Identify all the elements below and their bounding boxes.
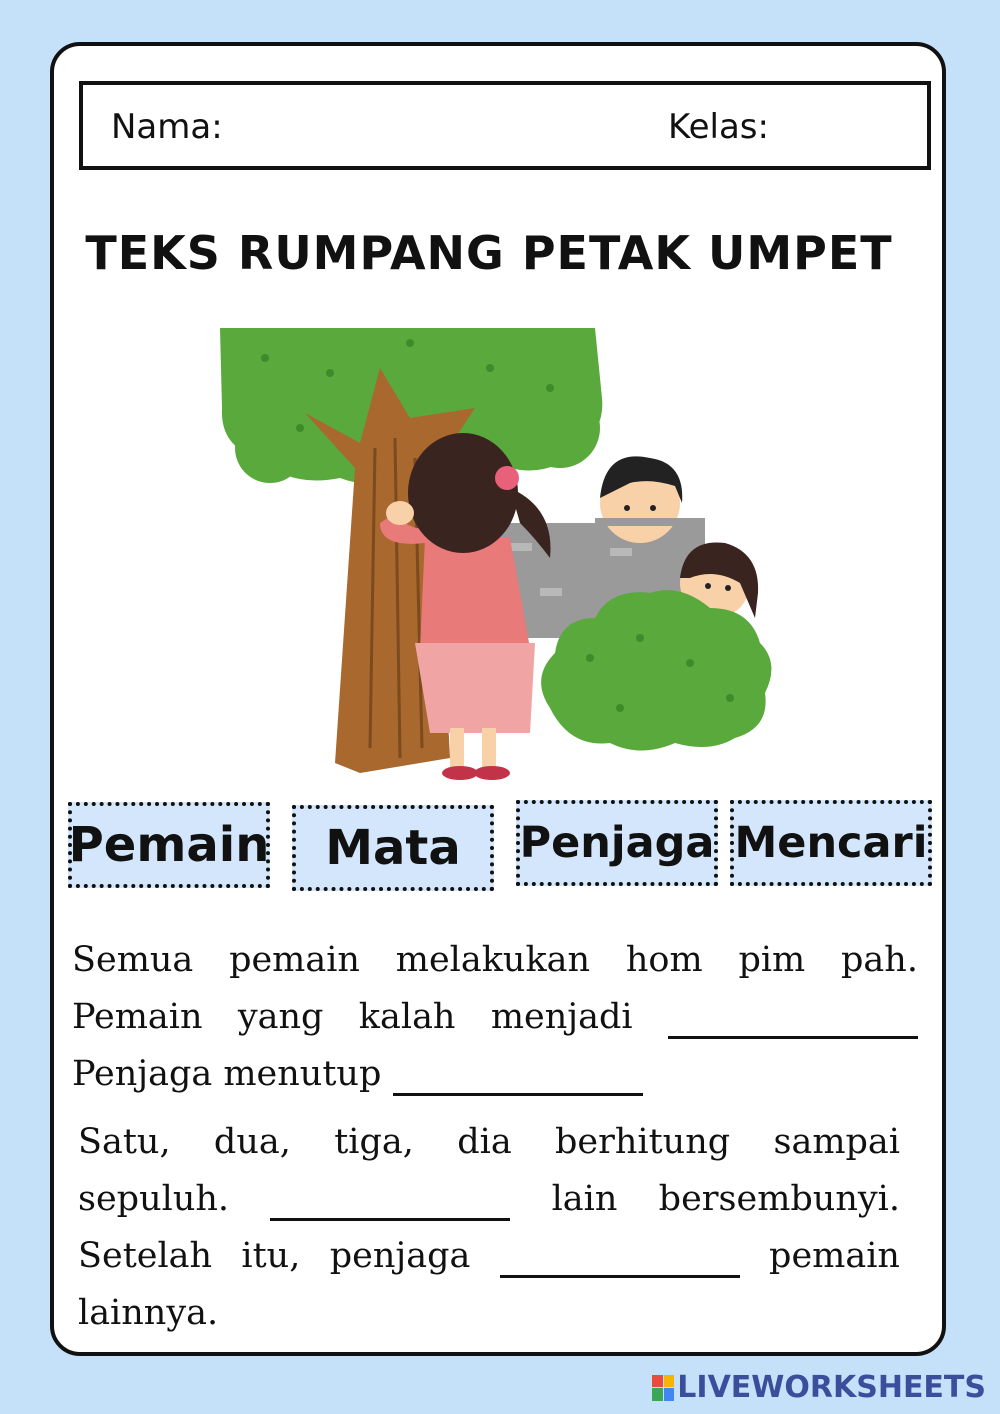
word: lain (551, 1179, 618, 1219)
word: sepuluh. (78, 1179, 230, 1219)
paragraph-2 (78, 1122, 900, 1350)
word: lainnya. (78, 1293, 219, 1333)
liveworksheets-logo (652, 1370, 986, 1405)
paragraph-line (78, 1122, 900, 1179)
text: Penjaga menutup (72, 1054, 382, 1094)
word: menjadi (490, 997, 633, 1037)
word-card-penjaga[interactable]: Penjaga (516, 800, 718, 886)
brand-name: LIVEWORKSHEETS (677, 1370, 986, 1405)
word-card-mata[interactable]: Mata (292, 805, 494, 891)
paragraph-line (72, 997, 918, 1054)
word: kalah (358, 997, 456, 1037)
word: pemain (229, 940, 360, 980)
paragraph-line (72, 940, 918, 997)
paragraph-line (78, 1236, 900, 1293)
paragraph-1 (72, 940, 918, 1111)
word: itu, (241, 1236, 301, 1276)
answer-blank-4[interactable] (500, 1241, 740, 1278)
paragraph-line (72, 1054, 918, 1111)
word: pim (738, 940, 806, 980)
name-class-box (79, 81, 931, 170)
word-card-pemain[interactable]: Pemain (68, 802, 270, 888)
word: sampai (773, 1122, 900, 1162)
hide-and-seek-illustration (210, 318, 780, 788)
word-card-mencari[interactable]: Mencari (730, 800, 932, 886)
worksheet-title: TEKS RUMPANG PETAK UMPET (85, 226, 893, 280)
word: melakukan (395, 940, 591, 980)
answer-blank-3[interactable] (270, 1184, 510, 1221)
word: tiga, (334, 1122, 414, 1162)
answer-blank-2[interactable] (393, 1059, 643, 1096)
paragraph-line (78, 1179, 900, 1236)
class-label: Kelas: (668, 107, 769, 147)
word: penjaga (329, 1236, 471, 1276)
word: Setelah (78, 1236, 213, 1276)
word: Semua (72, 940, 194, 980)
word: pemain (769, 1236, 900, 1276)
paragraph-line (78, 1293, 900, 1350)
name-label: Nama: (111, 107, 223, 147)
word: Satu, (78, 1122, 171, 1162)
word: pah. (841, 940, 918, 980)
word: bersembunyi. (658, 1179, 900, 1219)
answer-blank-1[interactable] (668, 1002, 918, 1039)
word: dia (457, 1122, 512, 1162)
word: Pemain (72, 997, 203, 1037)
word: hom (625, 940, 703, 980)
word: dua, (213, 1122, 291, 1162)
word: berhitung (555, 1122, 731, 1162)
liveworksheets-icon (652, 1375, 674, 1401)
word: yang (237, 997, 324, 1037)
